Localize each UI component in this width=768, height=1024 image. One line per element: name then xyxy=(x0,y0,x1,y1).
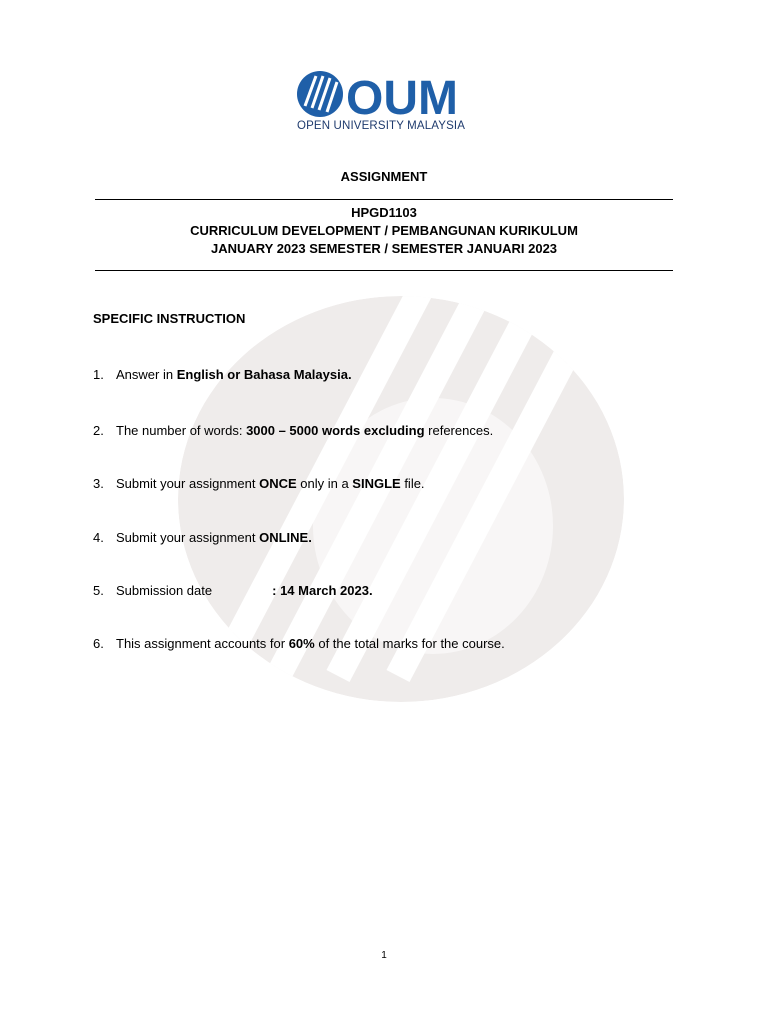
semester: JANUARY 2023 SEMESTER / SEMESTER JANUARI 2023 xyxy=(210,241,558,256)
divider-bottom xyxy=(95,270,673,271)
instruction-item: 3. Submit your assignment ONCE only in a SINGLE file. xyxy=(93,476,425,491)
logo-subtitle: OPEN UNIVERSITY MALAYSIA xyxy=(297,120,466,132)
page-number: 1 xyxy=(381,950,387,961)
instruction-item: 6. This assignment accounts for 60% of the total marks for the course. xyxy=(93,636,505,651)
instruction-item: 5. Submission date : 14 March 2023. xyxy=(93,583,373,598)
course-code: HPGD1103 xyxy=(351,205,417,220)
divider-top xyxy=(95,199,673,200)
instruction-item: 2. The number of words: 3000 – 5000 words excluding references. xyxy=(93,423,494,438)
instruction-item: 1. Answer in English or Bahasa Malaysia. xyxy=(93,367,352,382)
instructions-heading: SPECIFIC INSTRUCTION xyxy=(93,311,246,326)
instruction-item: 4. Submit your assignment ONLINE. xyxy=(93,530,312,545)
document-title: ASSIGNMENT xyxy=(340,169,428,184)
logo-wordmark: OUM xyxy=(346,72,458,125)
course-name: CURRICULUM DEVELOPMENT / PEMBANGUNAN KURIKULUM xyxy=(190,223,578,238)
